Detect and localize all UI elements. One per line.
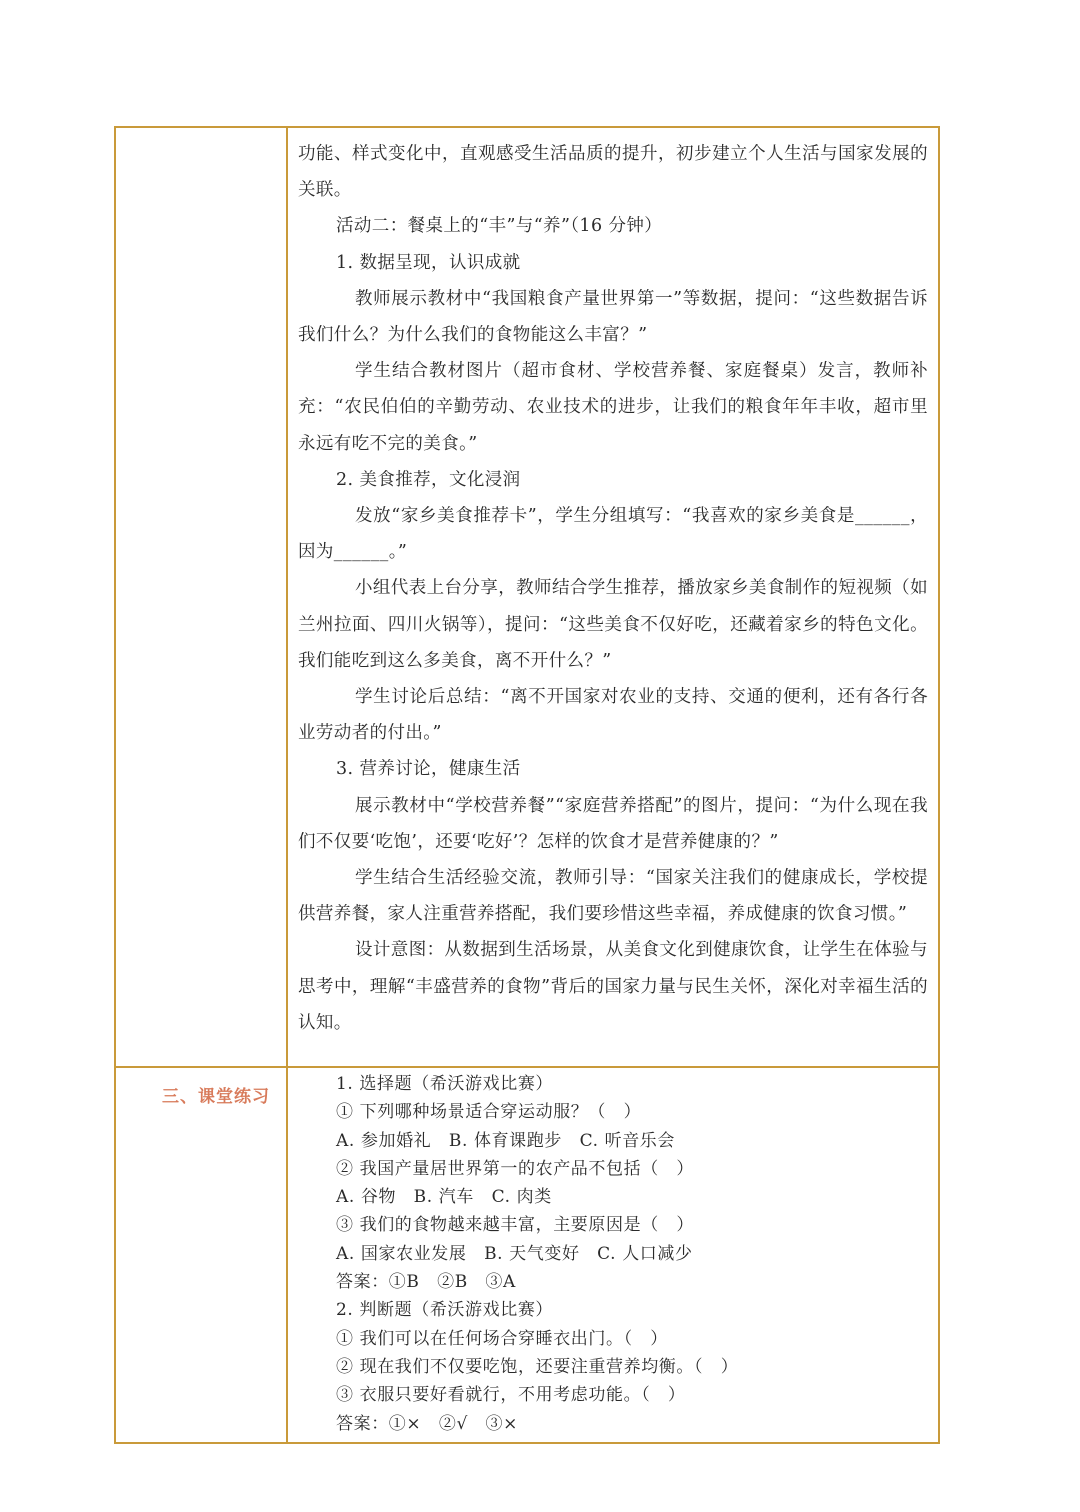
choice-question-2: ② 我国产量居世界第一的农产品不包括（ ） <box>336 1158 695 1179</box>
practice-label-cell <box>115 1067 287 1443</box>
step-three-guidance: 学生结合生活经验交流，教师引导：“国家关注我们的健康成长，学校提供营养餐，家人注重营养搭配，我们要珍惜这些幸福，养成健康的饮食习惯。” <box>298 868 928 925</box>
step-two-summary: 学生讨论后总结：“离不开国家对农业的支持、交通的便利，还有各行各业劳动者的付出。” <box>298 687 928 744</box>
judgment-item-1: ① 我们可以在任何场合穿睡衣出门。（ ） <box>336 1328 668 1349</box>
judgment-item-2: ② 现在我们不仅要吃饱，还要注重营养均衡。（ ） <box>336 1356 739 1377</box>
choice-options-3: A. 国家农业发展 B. 天气变好 C. 人口减少 <box>336 1243 693 1264</box>
step-two-card-activity: 发放“家乡美食推荐卡”，学生分组填写：“我喜欢的家乡美食是______，因为______。” <box>298 506 928 563</box>
activity-label-cell <box>115 127 287 1067</box>
lesson-plan-table <box>114 126 940 1444</box>
step-one-teacher-question: 教师展示教材中“我国粮食产量世界第一”等数据，提问：“这些数据告诉我们什么？为什么我们的食物能这么丰富？” <box>298 288 928 346</box>
activity-row <box>115 127 939 1067</box>
paragraph-intro-continuation: 功能、样式变化中，直观感受生活品质的提升，初步建立个人生活与国家发展的关联。 <box>298 144 928 201</box>
choice-question-3: ③ 我们的食物越来越丰富，主要原因是（ ） <box>336 1215 695 1236</box>
judgment-item-3: ③ 衣服只要好看就行，不用考虑功能。（ ） <box>336 1385 686 1406</box>
step-three-question: 展示教材中“学校营养餐”“家庭营养搭配”的图片，提问：“为什么现在我们不仅要‘吃饱’，还要‘吃好’？怎样的饮食才是营养健康的？” <box>298 795 928 852</box>
step-two-group-sharing: 小组代表上台分享，教师结合学生推荐，播放家乡美食制作的短视频（如兰州拉面、四川火锅等），提问：“这些美食不仅好吃，还藏着家乡的特色文化。我们能吃到这么多美食，离不开什么？” <box>298 578 928 671</box>
design-intent: 设计意图：从数据到生活场景，从美食文化到健康饮食，让学生在体验与思考中，理解“丰盛营养的食物”背后的国家力量与民生关怀，深化对幸福生活的认知。 <box>298 940 928 1033</box>
choice-question-1: ① 下列哪种场景适合穿运动服？（ ） <box>336 1102 642 1123</box>
step-three-heading: 3. 营养讨论，健康生活 <box>336 759 521 780</box>
activity-content-cell <box>287 127 939 1067</box>
practice-content-cell <box>287 1067 939 1443</box>
activity-two-title: 活动二：餐桌上的“丰”与“养”（16 分钟） <box>336 216 663 237</box>
step-one-student-response: 学生结合教材图片（超市食材、学校营养餐、家庭餐桌）发言，教师补充：“农民伯伯的辛勤劳动、农业技术的进步，让我们的粮食年年丰收，超市里永远有吃不完的美食。” <box>298 361 928 454</box>
choice-options-2: A. 谷物 B. 汽车 C. 肉类 <box>336 1187 552 1208</box>
judgment-section-heading: 2. 判断题（希沃游戏比赛） <box>336 1300 554 1321</box>
practice-row <box>115 1067 939 1443</box>
section-title-practice: 三、课堂练习 <box>162 1087 270 1107</box>
choice-options-1: A. 参加婚礼 B. 体育课跑步 C. 听音乐会 <box>336 1130 675 1151</box>
step-two-heading: 2. 美食推荐，文化浸润 <box>336 469 521 490</box>
choice-section-heading: 1. 选择题（希沃游戏比赛） <box>336 1074 554 1094</box>
choice-answers: 答案：①B ②B ③A <box>336 1272 516 1293</box>
step-one-heading: 1. 数据呈现，认识成就 <box>336 252 521 273</box>
judgment-answers: 答案：①× ②√ ③× <box>336 1413 518 1434</box>
